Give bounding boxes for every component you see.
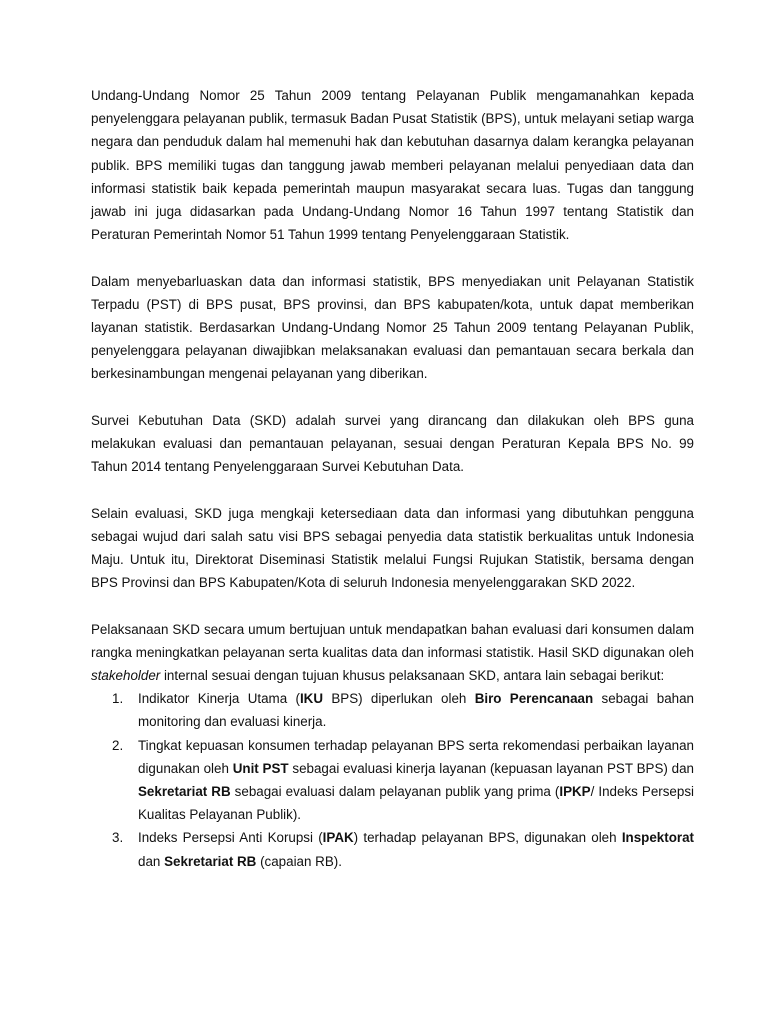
paragraph-3: Survei Kebutuhan Data (SKD) adalah survei yang dirancang dan dilakukan oleh BPS guna melakukan evaluasi dan pemantauan pelayanan, sesuai dengan Peraturan Kepala BPS No. 99 Tahun 2014 tentang Penyelenggaraan Survei Kebutuhan Data. [91,412,694,475]
list-item [91,826,694,872]
list-item-bold: Unit PST [232,760,289,776]
list-item-text: dan [138,853,165,869]
list-item-bold: Inspektorat [621,830,694,846]
list-item-text: sebagai bahan monitoring dan evaluasi kinerja. [138,691,694,730]
list-item-bold: IPKP [559,784,591,800]
list-item-text: sebagai evaluasi kinerja layanan (kepuasan layanan PST BPS) dan [288,760,694,776]
list-item-text: (capaian RB). [256,853,342,869]
list-item-text: / Indeks Persepsi Kualitas Pelayanan Publik). [138,784,694,823]
paragraph-5 [91,618,694,688]
paragraph-5-text-a: Pelaksanaan SKD secara umum bertujuan untuk mendapatkan bahan evaluasi dari konsumen dalam rangka meningkatkan pelayanan serta kualitas data dan informasi statistik. Hasil SKD digunakan oleh [91,621,694,660]
list-item-number: 3. [112,830,124,846]
list-item [91,734,694,827]
paragraph-4: Selain evaluasi, SKD juga mengkaji ketersediaan data dan informasi yang dibutuhkan pengguna sebagai wujud dari salah satu visi BPS sebagai penyedia data statistik berkualitas untuk Indonesia Maju. Untuk itu, Direktorat Diseminasi Statistik melalui Fungsi Rujukan Statistik, bersama dengan BPS Provinsi dan BPS Kabupaten/Kota di seluruh Indonesia menyelenggarakan SKD 2022. [91,505,694,591]
paragraph-2: Dalam menyebarluaskan data dan informasi statistik, BPS menyediakan unit Pelayanan Statistik Terpadu (PST) di BPS pusat, BPS provinsi, dan BPS kabupaten/kota, untuk dapat memberikan layanan statistik. Berdasarkan Undang-Undang Nomor 25 Tahun 2009 tentang Pelayanan Publik, penyelenggara pelayanan diwajibkan melaksanakan evaluasi dan pemantauan secara berkala dan berkesinambungan mengenai pelayanan yang diberikan. [91,273,694,382]
list-item-bold: Biro Perencanaan [474,691,594,707]
list-item-number: 1. [112,691,124,707]
list-item-number: 2. [112,737,124,753]
list-item-bold: IKU [299,691,323,707]
list-item-text: Tingkat kepuasan konsumen terhadap pelayanan BPS serta rekomendasi perbaikan layanan digunakan oleh [138,737,694,776]
list-item-text: BPS) diperlukan oleh [323,691,475,707]
document-page [91,84,694,873]
paragraph-5-text-b: internal sesuai dengan tujuan khusus pelaksanaan SKD, antara lain sebagai berikut: [160,668,665,684]
list-item-bold: Sekretariat RB [164,853,257,869]
paragraph-1: Undang-Undang Nomor 25 Tahun 2009 tentang Pelayanan Publik mengamanahkan kepada penyelenggara pelayanan publik, termasuk Badan Pusat Statistik (BPS), untuk melayani setiap warga negara dan penduduk dalam hal memenuhi hak dan kebutuhan dasarnya dalam kerangka pelayanan publik. BPS memiliki tugas dan tanggung jawab memberi pelayanan melalui penyediaan data dan informasi statistik baik kepada pemerintah maupun masyarakat secara luas. Tugas dan tanggung jawab ini juga didasarkan pada Undang-Undang Nomor 16 Tahun 1997 tentang Statistik dan Peraturan Pemerintah Nomor 51 Tahun 1999 tentang Penyelenggaraan Statistik. [91,88,694,243]
list-item [91,687,694,733]
list-item-text: ) terhadap pelayanan BPS, digunakan oleh [353,830,622,846]
paragraph-5-italic-term: stakeholder [91,668,161,684]
list-item-bold: IPAK [322,830,354,846]
purpose-list [91,687,694,873]
list-item-text: Indikator Kinerja Utama ( [138,691,300,707]
list-item-bold: Sekretariat RB [138,784,231,800]
list-item-text: Indeks Persepsi Anti Korupsi ( [138,830,323,846]
list-item-text: sebagai evaluasi dalam pelayanan publik yang prima ( [230,784,560,800]
